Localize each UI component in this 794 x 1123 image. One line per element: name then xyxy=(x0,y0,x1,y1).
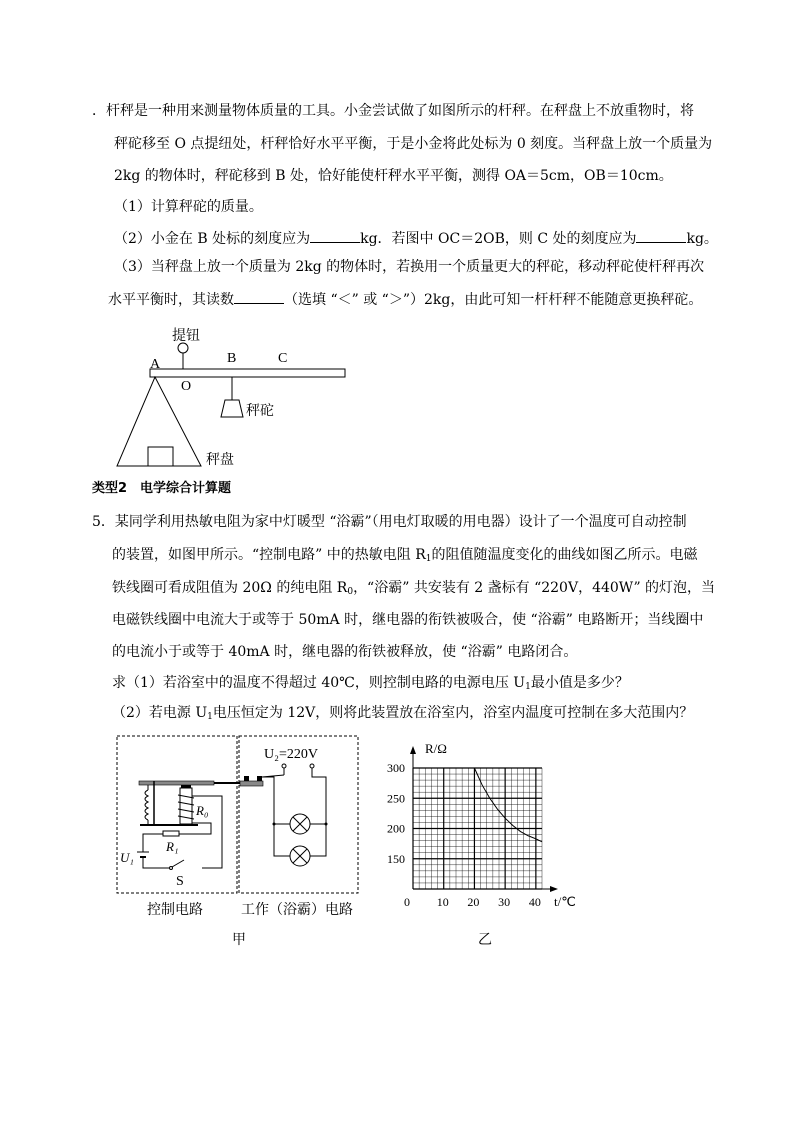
switch-s xyxy=(172,860,184,867)
x-tick-label: 0 xyxy=(404,895,410,909)
label-b: B xyxy=(227,351,237,366)
label-u1: U₁ xyxy=(120,850,134,865)
q5-line-1: 5．某同学利用热敏电阻为家中灯暖型 “浴霸”（用电灯取暖的用电器）设计了一个温度可自动控制 xyxy=(92,514,687,530)
y-tick-label: 150 xyxy=(387,851,405,866)
sub-1: 1 xyxy=(425,554,432,564)
label-a: A xyxy=(150,357,161,372)
label-u2: U₂=220V xyxy=(264,747,318,762)
armature xyxy=(139,781,214,785)
label-pan: 秤盘 xyxy=(206,453,234,468)
q5-q2b: 电压恒定为 12V，则将此装置放在浴室内，浴室内温度可控制在多大范围内？ xyxy=(212,705,694,721)
q5-line-4: 电磁铁线圈中电流大于或等于 50mA 时，继电器的衔铁被吸合，使 “浴霸” 电路断开；当线圈中 xyxy=(112,612,704,628)
figure-caption-yi: 乙 xyxy=(478,933,492,948)
q5-line-3 xyxy=(112,579,715,601)
x-axis-arrow xyxy=(550,886,558,892)
knob-ring xyxy=(178,343,188,353)
label-s: S xyxy=(176,874,184,889)
weight-shape xyxy=(221,400,243,417)
label-knob: 提钮 xyxy=(172,329,200,344)
q4-part-2-text-c: kg。 xyxy=(686,231,718,247)
steelyard-figure xyxy=(0,0,794,480)
q5-line-2b: 的阻值随温度变化的曲线如图乙所示。电磁 xyxy=(431,547,698,563)
x-axis-label: t/℃ xyxy=(554,894,576,909)
control-circuit-label: 控制电路 xyxy=(147,903,203,918)
steelyard-beam xyxy=(150,369,345,377)
q5-line-2a: 的装置，如图甲所示。“控制电路” 中的热敏电阻 R xyxy=(112,547,426,563)
x-tick-label: 30 xyxy=(498,895,511,909)
x-tick-label: 40 xyxy=(528,895,541,909)
pan-object xyxy=(148,447,173,466)
lamp-icon xyxy=(290,846,310,866)
q4-part-1: （1）计算秤砣的质量。 xyxy=(114,199,263,215)
q5-q1a: 求（1）若浴室中的温度不得超过 40℃，则控制电路的电源电压 U xyxy=(112,675,526,691)
series-line-r1 xyxy=(474,768,542,842)
q5-question-2 xyxy=(112,704,693,726)
label-r0: R₀ xyxy=(196,803,209,818)
spring-icon xyxy=(145,790,148,820)
figure-caption-jia: 甲 xyxy=(232,933,246,948)
work-circuit-label: 工作（浴霸）电路 xyxy=(241,903,353,918)
q4-line-2: 秤砣移至 O 点提纽处，杆秤恰好水平平衡，于是小金将此处标为 0 刻度。当秤盘上放一个质量为 xyxy=(114,136,713,152)
label-r1: R₁ xyxy=(166,839,179,854)
sub-1: 1 xyxy=(207,712,213,722)
q4-part-2-text-b: kg．若图中 OC＝2OB，则 C 处的刻度应为 xyxy=(360,231,637,247)
q5-line-2 xyxy=(112,546,698,568)
y-tick-label: 300 xyxy=(387,761,405,775)
q5-line-5: 的电流小于或等于 40mA 时，继电器的衔铁被释放，使 “浴霸” 电路闭合。 xyxy=(112,644,578,660)
x-tick-label: 20 xyxy=(467,895,480,909)
section-title: 类型2 电学综合计算题 xyxy=(92,481,232,496)
label-o: O xyxy=(181,379,192,394)
y-axis-arrow xyxy=(410,746,416,754)
q4-part-3-text-a: 水平平衡时，其读数 xyxy=(108,292,234,308)
q5-q2a: （2）若电源 U xyxy=(112,705,208,721)
y-axis-label: R/Ω xyxy=(425,741,447,756)
work-circuit-box xyxy=(239,736,358,893)
label-weight: 秤砣 xyxy=(246,404,274,419)
sub-0: 0 xyxy=(347,587,354,597)
y-tick-label: 250 xyxy=(387,791,405,806)
lamp-icon xyxy=(290,814,310,834)
q5-q1b: 最小值是多少？ xyxy=(530,675,629,691)
control-circuit-box xyxy=(117,736,237,893)
resistor-r1 xyxy=(163,831,179,836)
q4-part-3-text-b: （选填 “＜” 或 “＞”）2kg，由此可知一杆杆秤不能随意更换秤砣。 xyxy=(284,292,703,308)
q5-question-1 xyxy=(112,674,629,696)
q4-line-1: ．杆秤是一种用来测量物体质量的工具。小金尝试做了如图所示的杆秤。在秤盘上不放重物时，将 xyxy=(92,103,694,119)
q5-line-3b: ，“浴霸” 共安装有 2 盏标有 “220V，440W” 的灯泡，当 xyxy=(353,580,716,596)
q4-line-3: 2kg 的物体时，秤砣移到 B 处，恰好能使杆秤水平平衡，测得 OA＝5cm，OB＝10cm。 xyxy=(114,168,673,184)
electromagnet-coil xyxy=(180,788,192,824)
q4-part-3: （3）当秤盘上放一个质量为 2kg 的物体时，若换用一个质量更大的秤砣，移动秤砣使杆秤再次 xyxy=(114,259,705,275)
q5-line-3a: 铁线圈可看成阻值为 20Ω 的纯电阻 R xyxy=(112,580,348,596)
label-c: C xyxy=(278,351,288,366)
x-tick-label: 10 xyxy=(436,895,449,909)
q4-part-2-text-a: （2）小金在 B 处标的刻度应为 xyxy=(114,231,311,247)
y-tick-label: 200 xyxy=(387,821,405,836)
sub-1: 1 xyxy=(525,682,531,692)
